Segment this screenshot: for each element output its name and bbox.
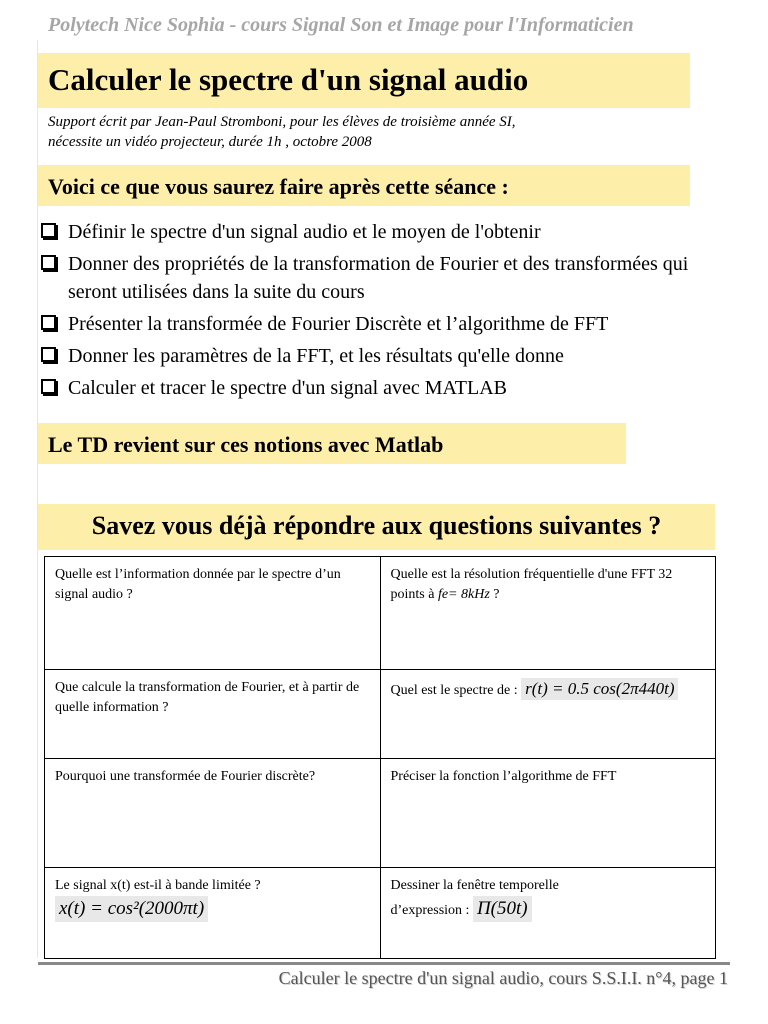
objective-item <box>40 218 730 246</box>
question-8-line-2 <box>391 896 706 922</box>
question-7-formula: x(t) = cos²(2000πt) <box>55 896 208 922</box>
question-6: Préciser la fonction l’algorithme de FFT <box>390 769 617 784</box>
checkbox-icon <box>41 379 56 394</box>
page-footer <box>279 968 728 989</box>
objective-item <box>40 342 730 370</box>
question-5: Pourquoi une transformée de Fourier discrète? <box>55 769 316 784</box>
question-cell <box>45 557 381 670</box>
objective-text: Donner les paramètres de la FFT, et les résultats qu'elle donne <box>68 345 564 367</box>
question-2-end: ? <box>489 587 500 602</box>
title-banner <box>38 53 690 108</box>
question-8-formula: Π(50t) <box>473 896 532 922</box>
objective-item <box>40 250 730 306</box>
objective-text: Calculer et tracer le spectre d'un signal avec MATLAB <box>68 377 507 399</box>
questions-heading: Savez vous déjà répondre aux questions suivantes ? <box>91 511 662 540</box>
question-cell <box>380 670 716 759</box>
objective-text: Présenter la transformée de Fourier Discrète et l’algorithme de FFT <box>68 313 609 335</box>
question-4-text: Quel est le spectre de : <box>390 683 518 698</box>
footer-text: Calculer le spectre d'un signal audio, cours S.S.I.I. n°4, page <box>278 968 715 988</box>
questions-table <box>44 556 716 959</box>
footer-rule <box>38 962 730 965</box>
question-7-text: Le signal x(t) est-il à bande limitée ? <box>55 878 261 893</box>
td-banner <box>38 423 626 464</box>
subtitle-line-2: nécessite un vidéo projecteur, durée 1h , octobre 2008 <box>48 134 372 150</box>
question-cell <box>380 557 716 670</box>
question-3: Que calcule la transformation de Fourier, et à partir de quelle information ? <box>55 680 360 715</box>
questions-banner <box>38 504 715 550</box>
objectives-heading: Voici ce que vous saurez faire après cette séance : <box>48 174 509 199</box>
question-2-text: Quelle est la résolution fréquentielle d'une FFT 32 points à <box>390 567 673 602</box>
objectives-banner <box>38 165 690 206</box>
objectives-list <box>40 218 730 406</box>
question-2-variable: fe= 8kHz <box>437 587 490 602</box>
subtitle-line-1: Support écrit par Jean-Paul Stromboni, pour les élèves de troisième année SI, <box>48 114 516 130</box>
page-title: Calculer le spectre d'un signal audio <box>48 62 529 97</box>
checkbox-icon <box>41 223 56 238</box>
table-row <box>45 868 716 959</box>
checkbox-icon <box>41 255 56 270</box>
table-row <box>45 759 716 868</box>
question-4-formula: r(t) = 0.5 cos(2π440t) <box>521 678 678 700</box>
td-heading: Le TD revient sur ces notions avec Matlab <box>48 432 444 457</box>
table-row <box>45 557 716 670</box>
page-number: 1 <box>719 968 728 988</box>
course-header: Polytech Nice Sophia - cours Signal Son et Image pour l'Informaticien <box>48 14 634 36</box>
checkbox-icon <box>41 347 56 362</box>
question-8-text-line-2: d’expression : <box>390 903 470 918</box>
question-cell <box>45 759 381 868</box>
question-cell <box>380 759 716 868</box>
checkbox-icon <box>41 315 56 330</box>
objective-item <box>40 374 730 402</box>
question-cell <box>380 868 716 959</box>
objective-text: Donner des propriétés de la transformation de Fourier et des transformées qui seront utilisées dans la suite du cours <box>68 253 689 303</box>
question-1: Quelle est l’information donnée par le spectre d’un signal audio ? <box>55 567 341 602</box>
question-cell <box>45 868 381 959</box>
subtitle <box>48 112 688 152</box>
objective-text: Définir le spectre d'un signal audio et le moyen de l'obtenir <box>68 221 541 243</box>
table-row <box>45 670 716 759</box>
question-cell <box>45 670 381 759</box>
question-8-text-line-1: Dessiner la fenêtre temporelle <box>390 878 559 893</box>
objective-item <box>40 310 730 338</box>
